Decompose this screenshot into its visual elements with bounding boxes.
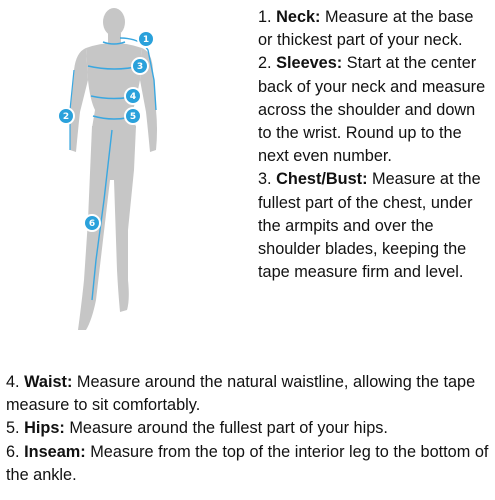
item-label: Sleeves: bbox=[276, 54, 343, 73]
svg-text:1: 1 bbox=[142, 35, 150, 45]
marker-5 bbox=[125, 108, 141, 124]
marker-1 bbox=[138, 31, 154, 47]
svg-text:6: 6 bbox=[88, 219, 96, 229]
instructions-full-width bbox=[6, 371, 490, 487]
item-number: 1. bbox=[258, 8, 272, 26]
left-arm-shape bbox=[70, 48, 89, 152]
instruction-inseam bbox=[6, 441, 490, 487]
instruction-neck bbox=[258, 6, 490, 52]
item-text: Measure at the base or thickest part of your neck. bbox=[258, 8, 474, 50]
item-number: 4. bbox=[6, 373, 20, 391]
marker-3 bbox=[132, 58, 148, 74]
marker-2 bbox=[58, 108, 74, 124]
svg-text:3: 3 bbox=[136, 62, 144, 72]
marker-4 bbox=[125, 88, 141, 104]
svg-text:5: 5 bbox=[129, 112, 137, 122]
item-text: Measure from the top of the interior leg to the bottom of the ankle. bbox=[6, 442, 489, 484]
item-text: Measure around the fullest part of your hips. bbox=[69, 419, 388, 438]
item-number: 2. bbox=[258, 54, 272, 73]
body-figure-illustration bbox=[0, 0, 250, 345]
svg-text:2: 2 bbox=[62, 112, 70, 122]
instructions-column bbox=[258, 6, 490, 284]
item-label: Waist: bbox=[24, 373, 73, 391]
item-number: 6. bbox=[6, 442, 20, 461]
body-silhouette bbox=[0, 0, 250, 345]
instruction-hips bbox=[6, 417, 490, 440]
instruction-waist bbox=[6, 371, 490, 417]
svg-text:4: 4 bbox=[129, 92, 137, 102]
marker-6 bbox=[84, 215, 100, 231]
item-number: 3. bbox=[258, 170, 272, 189]
instruction-sleeves bbox=[258, 52, 490, 168]
item-label: Chest/Bust: bbox=[276, 170, 368, 189]
instruction-chest-bust bbox=[258, 168, 490, 284]
item-number: 5. bbox=[6, 419, 20, 438]
item-label: Hips: bbox=[24, 419, 65, 438]
item-text: Measure at the fullest part of the chest, under the armpits and over the shoulder blades, keeping the tape measure firm and level. bbox=[258, 170, 481, 282]
item-text: Measure around the natural waistline, allowing the tape measure to sit comfortably. bbox=[6, 373, 476, 415]
item-label: Neck: bbox=[276, 8, 321, 26]
item-text: Start at the center back of your neck and measure across the shoulder and down to the wrist. Round up to the next even number. bbox=[258, 54, 486, 166]
item-label: Inseam: bbox=[24, 442, 86, 461]
head-shape bbox=[103, 8, 125, 36]
